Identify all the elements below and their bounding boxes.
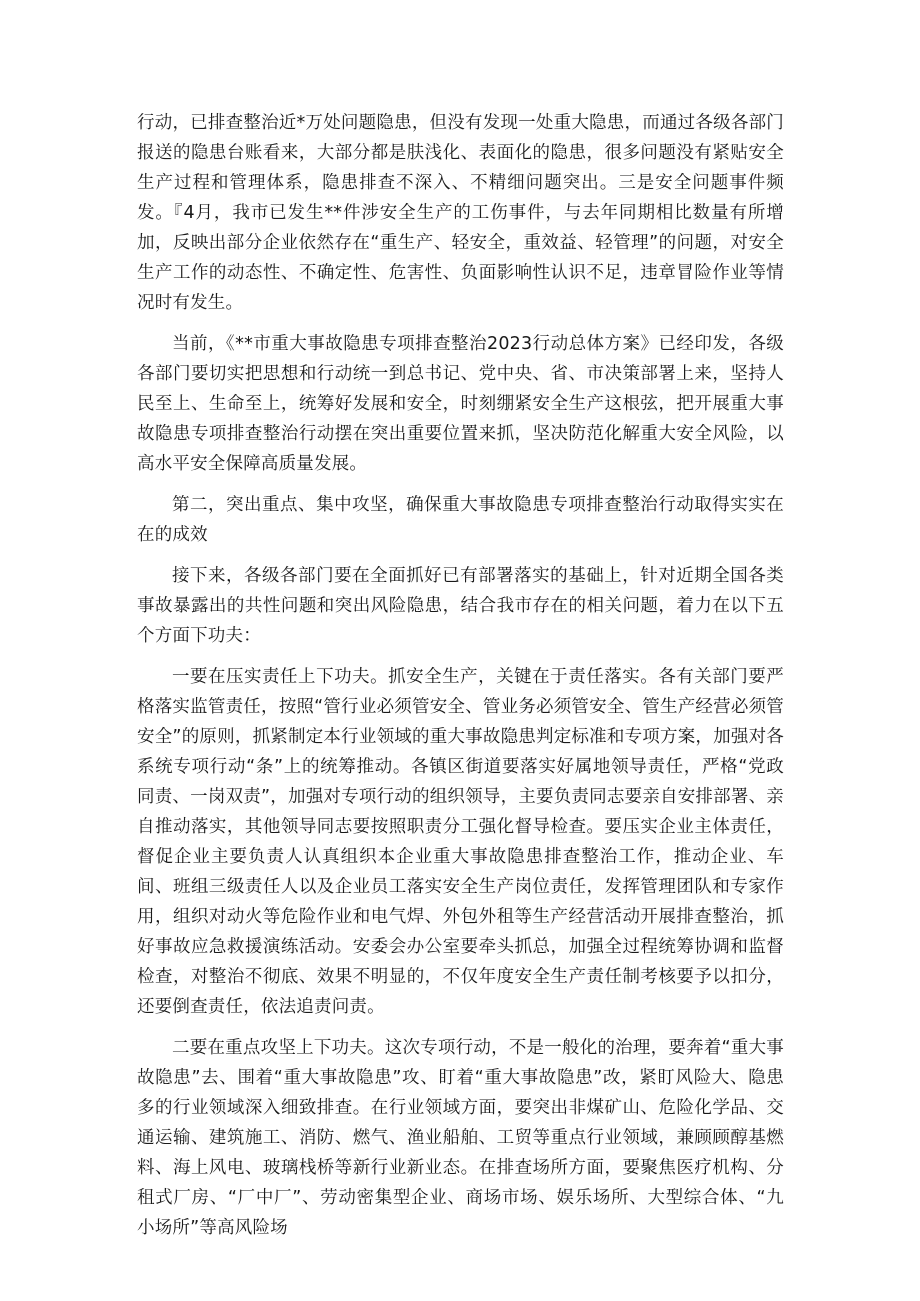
paragraph-current-situation: 当前，《**市重大事故隐患专项排查整治2023行动总体方案》已经印发，各级各部门要切实把思想和行动统一到总书记、党中央、省、市决策部署上来，坚持人民至上、生命至上，统筹好发展和安全，时刻绷紧安全生产这根弦，把开展重大事故隐患专项排查整治行动摆在突出重要位置来抓，坚决防范化解重大安全风险，以高水平安全保障高质量发展。: [137, 334, 784, 474]
paragraph-continuation: 行动，已排查整治近*万处问题隐患，但没有发现一处重大隐患，而通过各级各部门报送的隐患台账看来，大部分都是肤浅化、表面化的隐患，很多问题没有紧贴安全生产过程和管理体系，隐患排查不深入、不精细问题突出。三是安全问题事件频发。『4月，我市已发生**件涉安全生产的工伤事件，与去年同期相比数量有所增加，反映出部分企业依然存在“重生产、轻安全，重效益、轻管理”的问题，对安全生产工作的动态性、不确定性、危害性、负面影响性认识不足，违章冒险作业等情况时有发生。: [137, 113, 784, 313]
paragraph-key-areas: 二要在重点攻坚上下功夫。这次专项行动，不是一般化的治理，要奔着“重大事故隐患”去、围着“重大事故隐患”攻、盯着“重大事故隐患”改，紧盯风险大、隐患多的行业领域深入细致排查。在行业领域方面，要突出非煤矿山、危险化学品、交通运输、建筑施工、消防、燃气、渔业船舶、工贸等重点行业领域，兼顾顾醇基燃料、海上风电、玻璃栈桥等新行业新业态。在排查场所方面，要聚焦医疗机构、分租式厂房、“厂中厂”、劳动密集型企业、商场市场、娱乐场所、大型综合体、“九小场所”等高风险场: [137, 1038, 784, 1238]
paragraph-next-steps: 接下来，各级各部门要在全面抓好已有部署落实的基础上，针对近期全国各类事故暴露出的共性问题和突出风险隐患，结合我市存在的相关问题，着力在以下五个方面下功夫：: [137, 566, 784, 646]
section-heading-second: 第二，突出重点、集中攻坚，确保重大事故隐患专项排查整治行动取得实实在在的成效: [137, 495, 784, 545]
paragraph-responsibility: 一要在压实责任上下功夫。抓安全生产，关键在于责任落实。各有关部门要严格落实监管责任，按照“管行业必须管安全、管业务必须管安全、管生产经营必须管安全”的原则，抓紧制定本行业领域的重大事故隐患判定标准和专项方案，加强对各系统专项行动“条”上的统筹推动。各镇区街道要落实好属地领导责任，严格“党政同责、一岗双责”，加强对专项行动的组织领导，主要负责同志要亲自安排部署、亲自推动落实，其他领导同志要按照职责分工强化督导检查。要压实企业主体责任，督促企业主要负责人认真组织本企业重大事故隐患排查整治工作，推动企业、车间、班组三级责任人以及企业员工落实安全生产岗位责任，发挥管理团队和专家作用，组织对动火等危险作业和电气焊、外包外租等生产经营活动开展排查整治，抓好事故应急救援演练活动。安委会办公室要牵头抓总，加强全过程统筹协调和监督检查，对整治不彻底、效果不明显的，不仅年度安全生产责任制考核要予以扣分，还要倒查责任，依法追责问责。: [137, 667, 784, 1017]
document-body: [137, 108, 784, 1254]
